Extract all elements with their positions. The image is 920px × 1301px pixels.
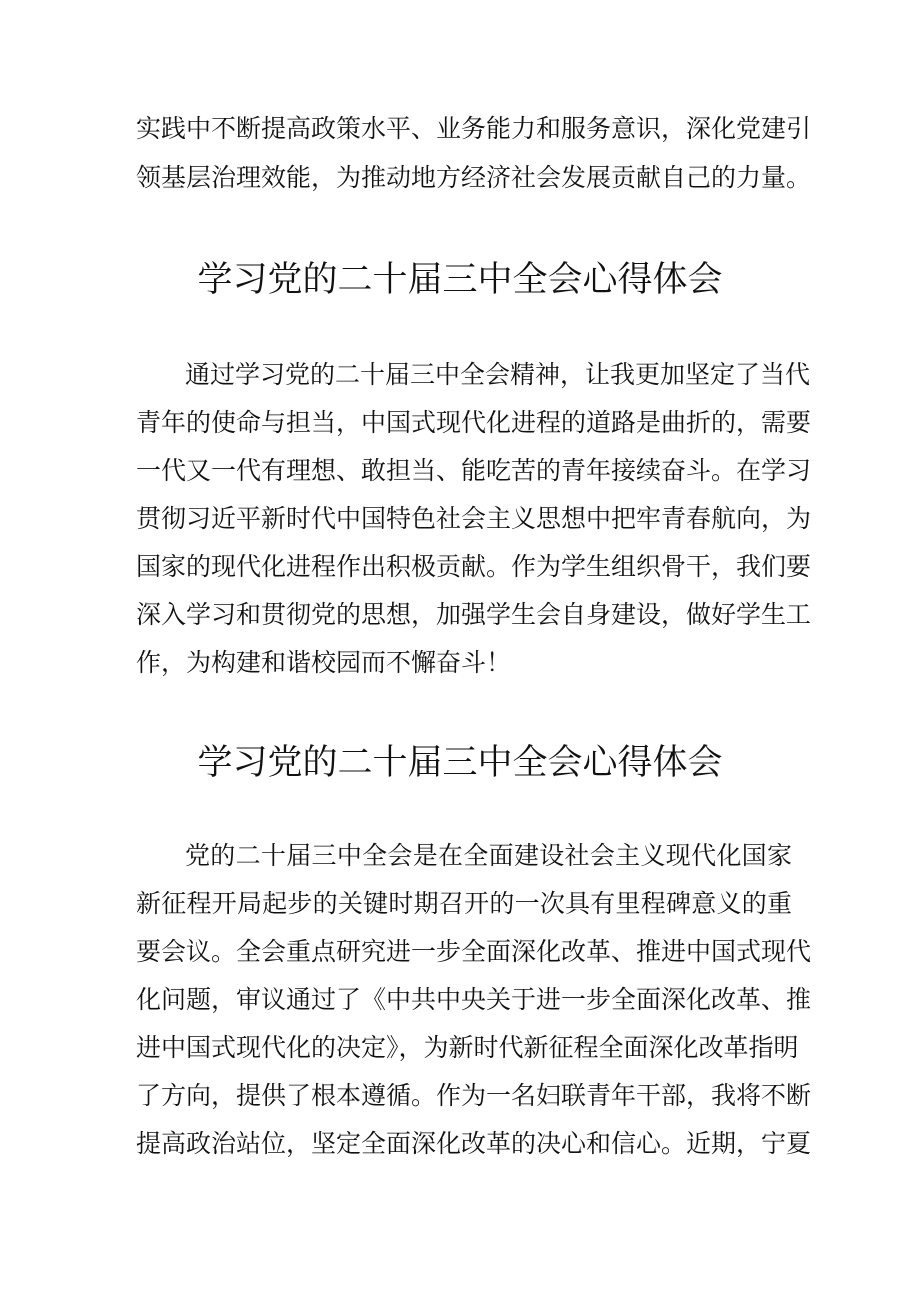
section-title: 学习党的二十届三中全会心得体会 (197, 260, 723, 300)
paragraph-line: 作，为构建和谐校园而不懈奋斗！ (136, 648, 512, 677)
paragraph-line: 实践中不断提高政策水平、业务能力和服务意识，深化党建引 (136, 114, 812, 143)
paragraph-line: 国家的现代化进程作出积极贡献。作为学生组织骨干，我们要 (136, 552, 812, 581)
paragraph-line: 深入学习和贯彻党的思想，加强学生会自身建设，做好学生工 (136, 600, 812, 629)
section-title: 学习党的二十届三中全会心得体会 (197, 743, 723, 783)
paragraph-line: 党的二十届三中全会是在全面建设社会主义现代化国家 (185, 841, 792, 870)
paragraph-line: 化问题，审议通过了《中共中央关于进一步全面深化改革、推 (136, 985, 812, 1014)
paragraph-line: 新征程开局起步的关键时期召开的一次具有里程碑意义的重 (136, 889, 792, 918)
paragraph-line: 领基层治理效能，为推动地方经济社会发展贡献自己的力量。 (136, 163, 812, 192)
paragraph-line: 通过学习党的二十届三中全会精神，让我更加坚定了当代 (185, 360, 811, 389)
paragraph-line: 青年的使命与担当，中国式现代化进程的道路是曲折的，需要 (136, 408, 812, 437)
paragraph-line: 贯彻习近平新时代中国特色社会主义思想中把牢青春航向，为 (136, 504, 812, 533)
paragraph-line: 要会议。全会重点研究进一步全面深化改革、推进中国式现代 (136, 937, 812, 966)
paragraph-line: 提高政治站位，坚定全面深化改革的决心和信心。近期，宁夏 (136, 1129, 812, 1158)
paragraph-line: 了方向，提供了根本遵循。作为一名妇联青年干部，我将不断 (136, 1081, 812, 1110)
paragraph-line: 进中国式现代化的决定》，为新时代新征程全面深化改革指明 (136, 1033, 799, 1062)
paragraph-line: 一代又一代有理想、敢担当、能吃苦的青年接续奋斗。在学习 (136, 456, 812, 485)
